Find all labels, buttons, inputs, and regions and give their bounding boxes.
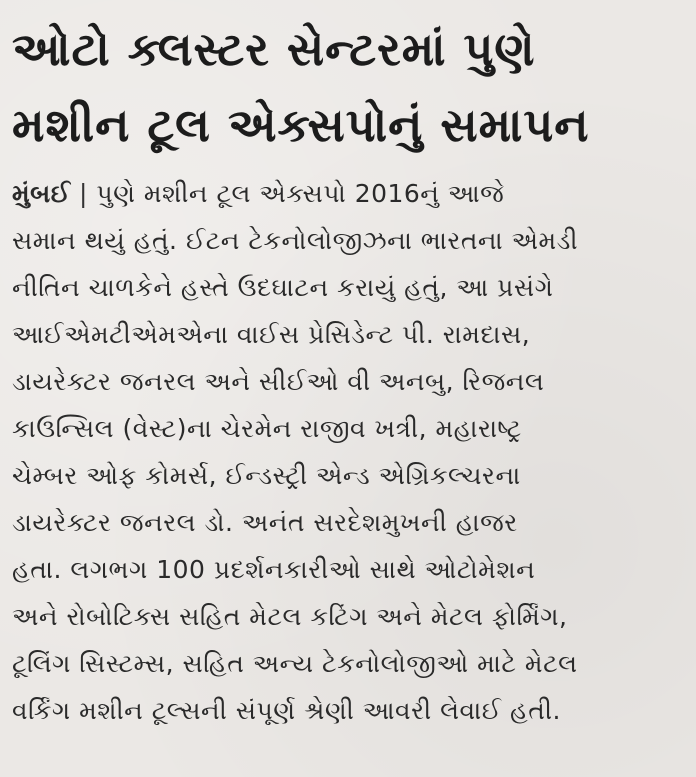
- body-line-3: નીતિન ચાળકેને હસ્તે ઉદઘાટન કરાયું હતું, આ પ્રસંગે: [12, 273, 554, 302]
- dateline-separator: |: [78, 179, 88, 208]
- body-line-7: ચેમ્બર ઓફ કોમર્સ, ઈન્ડસ્ટ્રી એન્ડ એગ્રિકલ્ચરના: [12, 461, 521, 490]
- body-line-8: ડાયરેક્ટર જનરલ ડો. અનંત સરદેશમુખની હાજર: [12, 508, 518, 537]
- body-line-12: વર્કિંગ મશીન ટૂલ્સની સંપૂર્ણ શ્રેણી આવરી લેવાઈ હતી.: [12, 696, 561, 725]
- headline-line-2: મશીન ટૂલ એક્સપોનું સમાપન: [12, 98, 590, 152]
- body-line-9: હતા. લગભગ 100 પ્રદર્શનકારીઓ સાથે ઓટોમેશન: [12, 555, 536, 584]
- body-line-5: ડાયરેક્ટર જનરલ અને સીઈઓ વી અનબુ, રિજનલ: [12, 367, 545, 396]
- dateline: મુંબઈ: [12, 179, 71, 208]
- body-line-1-text: પુણે મશીન ટૂલ એક્સપો 2016નું આજે: [96, 179, 505, 208]
- body-line-4: આઈએમટીએમએના વાઈસ પ્રેસિડેન્ટ પી. રામદાસ,: [12, 320, 531, 349]
- body-line-1: [12, 181, 688, 206]
- headline-line-1: ઓટો ક્લસ્ટર સેન્ટરમાં પુણે: [12, 22, 536, 76]
- body-line-6: કાઉન્સિલ (વેસ્ટ)ના ચેરમેન રાજીવ ખત્રી, મહારાષ્ટ્ર: [12, 414, 522, 443]
- body-line-2: સમાન થયું હતું. ઈટન ટેકનોલોજીઝના ભારતના એમડી: [12, 226, 579, 255]
- body-line-10: અને રોબોટિક્સ સહિત મેટલ કટિંગ અને મેટલ ફોર્મિંગ,: [12, 602, 568, 631]
- body-line-11: ટૂલિંગ સિસ્ટમ્સ, સહિત અન્ય ટેકનોલોજીઓ માટે મેટલ: [12, 649, 578, 678]
